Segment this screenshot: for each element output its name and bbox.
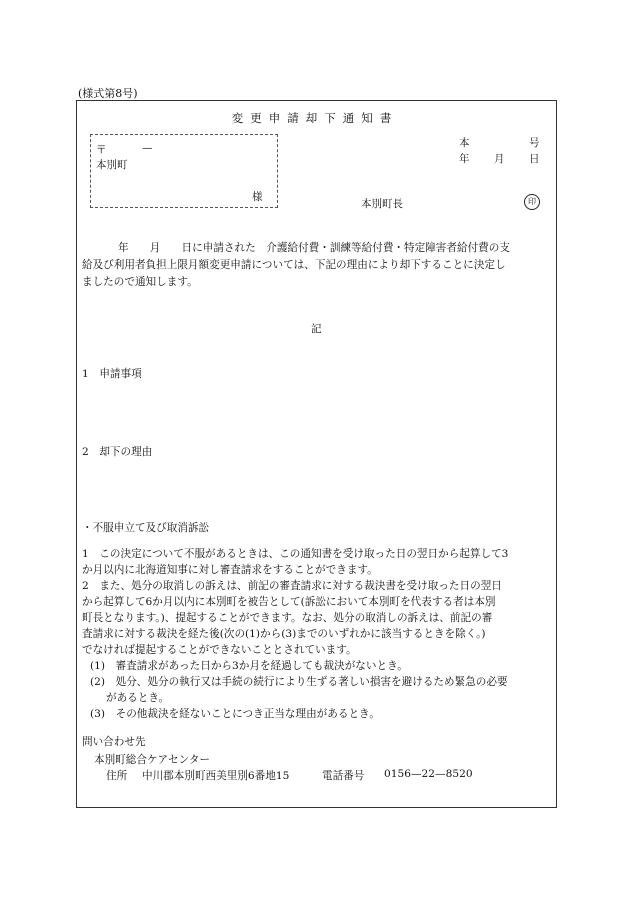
appeal-p2-line2: から起算して6か月以内に本別町を被告として(訴訟において本別町を代表する者は本別 (82, 596, 496, 608)
form-number: (様式第8号) (78, 87, 138, 100)
appeal-case-2-line2: があるとき。 (106, 692, 170, 704)
appeal-p2-line5: でなければ提起することができないこととされています。 (82, 644, 357, 656)
body-line-2: 給及び利用者負担上限月額変更申請については、下記の理由により却下することに決定し (82, 259, 506, 271)
appeal-p2-line4: 査請求に対する裁決を経た後(次の(1)から(3)までのいずれかに該当するときを除く。) (82, 628, 486, 640)
contact-heading: 問い合わせ先 (82, 736, 146, 748)
contact-address-label: 住所 (106, 770, 128, 782)
date-month: 月 (494, 153, 505, 165)
appeal-case-2-line1: (2) 処分、処分の執行又は手続の続行により生ずる著しい損害を避けるため緊急の必要 (90, 676, 508, 688)
appeal-heading: ・不服申立て及び取消訴訟 (82, 522, 210, 534)
doc-number-go: 号 (529, 137, 540, 149)
date-year: 年 (459, 153, 470, 165)
contact-phone: 0156—22—8520 (384, 768, 473, 780)
appeal-case-3: (3) その他裁決を経ないことにつき正当な理由があるとき。 (90, 708, 380, 720)
appeal-p2-line1: 2 また、処分の取消しの訴えは、前記の審査請求に対する裁決書を受け取った日の翌日 (82, 580, 502, 592)
contact-organization: 本別町総合ケアセンター (94, 754, 211, 766)
appeal-p1-line1: 1 この決定について不服があるときは、この通知書を受け取った日の翌日から起算して3 (82, 548, 509, 560)
contact-address: 中川郡本別町西美里別6番地15 (142, 770, 290, 782)
postal-dash: — (142, 142, 153, 154)
item-rejection-reason: 2 却下の理由 (82, 446, 153, 458)
appeal-p2-line3: 町長となります。)、提起することができます。なお、処分の取消しの訴えは、前記の審 (82, 612, 493, 624)
sender-name: 本別町長 (361, 198, 403, 210)
contact-phone-label: 電話番号 (322, 770, 365, 782)
recipient-honorific: 様 (252, 191, 263, 203)
doc-number-hon: 本 (459, 137, 470, 149)
body-line-1: 年 月 日に申請された 介護給付費・訓練等給付費・特定障害者給付費の支 (118, 242, 510, 254)
ki-heading: 記 (311, 323, 322, 335)
body-line-3: ましたので通知します。 (82, 276, 198, 288)
item-application: 1 申請事項 (82, 368, 142, 380)
appeal-p1-line2: か月以内に北海道知事に対し審査請求をすることができます。 (82, 564, 378, 576)
appeal-case-1: (1) 審査請求があった日から3か月を経過しても裁決がないとき。 (90, 660, 408, 672)
recipient-town: 本別町 (96, 159, 128, 171)
document-title: 変更申請却下通知書 (231, 111, 399, 125)
postal-mark: 〒 (96, 144, 107, 156)
date-day: 日 (529, 153, 540, 165)
seal-mark: 印 (524, 194, 540, 210)
